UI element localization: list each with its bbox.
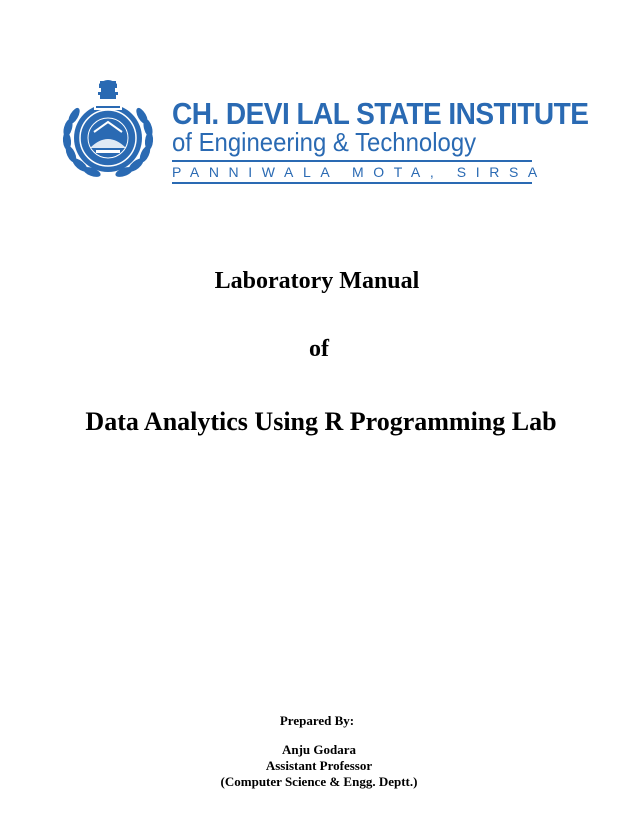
manual-title: Laboratory Manual [214, 268, 420, 294]
institute-header [54, 78, 589, 182]
govt-of-haryana-emblem-icon [54, 78, 162, 182]
institute-subtitle: of Engineering & Technology [172, 127, 477, 157]
header-rule-bottom [172, 182, 532, 184]
institute-text-block [172, 97, 589, 184]
prepared-by-label: Prepared By: [279, 713, 355, 728]
author-designation: Assistant Professor [265, 758, 373, 773]
author-name: Anju Godara [281, 742, 357, 757]
lab-name: Data Analytics Using R Programming Lab [85, 407, 557, 436]
header-rule-top [172, 160, 532, 162]
title-connector: of [309, 336, 329, 362]
institute-name: CH. DEVI LAL STATE INSTITUTE [172, 97, 589, 131]
author-department: (Computer Science & Engg. Deptt.) [220, 774, 418, 789]
institute-location: PANNIWALA MOTA, SIRSA [172, 164, 547, 180]
